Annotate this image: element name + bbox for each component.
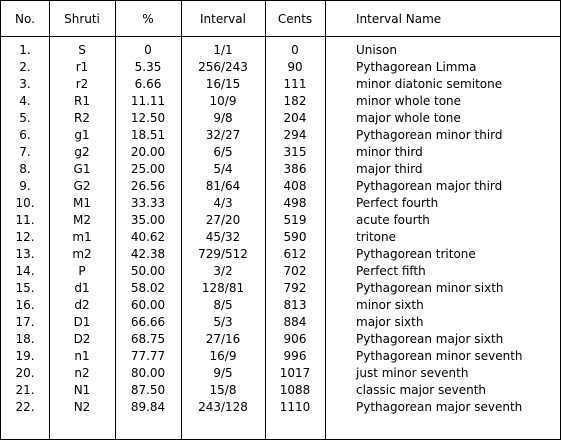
interval-cell: 10/9: [209, 94, 237, 108]
interval-cell: 16/15: [205, 77, 241, 91]
interval-cell: 9/5: [213, 366, 233, 380]
shruti-cell: M1: [73, 196, 91, 210]
shruti-cell: r2: [75, 77, 89, 91]
interval-name-cell: classic major seventh: [356, 383, 487, 397]
header-divider: [1, 36, 560, 37]
cents-cell: 498: [283, 196, 307, 210]
interval-name-cell: tritone: [356, 230, 397, 244]
row-number: 19.: [15, 349, 35, 363]
header-interval-name: Interval Name: [356, 12, 442, 26]
interval-name-cell: Pythagorean major seventh: [356, 400, 523, 414]
cents-cell: 0: [291, 43, 299, 57]
interval-name-cell: just minor seventh: [356, 366, 469, 380]
table-row: [1, 280, 560, 297]
percent-cell: 26.56: [130, 179, 166, 193]
cents-cell: 408: [283, 179, 307, 193]
cents-cell: 204: [283, 111, 307, 125]
interval-cell: 5/3: [213, 315, 233, 329]
interval-name-cell: Perfect fourth: [356, 196, 439, 210]
row-number: 11.: [15, 213, 35, 227]
table-row: [1, 382, 560, 399]
percent-cell: 12.50: [130, 111, 166, 125]
percent-cell: 33.33: [130, 196, 166, 210]
table-row: [1, 161, 560, 178]
interval-name-cell: Pythagorean minor seventh: [356, 349, 523, 363]
row-number: 8.: [19, 162, 31, 176]
row-number: 10.: [15, 196, 35, 210]
percent-cell: 42.38: [130, 247, 166, 261]
cents-cell: 996: [283, 349, 307, 363]
cents-cell: 813: [283, 298, 307, 312]
percent-cell: 89.84: [130, 400, 166, 414]
cents-cell: 294: [283, 128, 307, 142]
row-number: 16.: [15, 298, 35, 312]
cents-cell: 1017: [279, 366, 311, 380]
shruti-cell: m1: [72, 230, 92, 244]
cents-cell: 182: [283, 94, 307, 108]
cents-cell: 906: [283, 332, 307, 346]
interval-cell: 128/81: [201, 281, 245, 295]
shruti-cell: P: [78, 264, 86, 278]
table-row: [1, 59, 560, 76]
percent-cell: 66.66: [130, 315, 166, 329]
shruti-cell: n1: [74, 349, 90, 363]
percent-cell: 5.35: [134, 60, 162, 74]
interval-cell: 16/9: [209, 349, 237, 363]
percent-cell: 25.00: [130, 162, 166, 176]
header-shruti: Shruti: [64, 12, 100, 26]
row-number: 15.: [15, 281, 35, 295]
shruti-cell: N2: [73, 400, 91, 414]
shruti-cell: R1: [74, 94, 90, 108]
interval-name-cell: Pythagorean major third: [356, 179, 503, 193]
shruti-cell: g1: [74, 128, 90, 142]
row-number: 1.: [19, 43, 31, 57]
interval-cell: 45/32: [205, 230, 241, 244]
cents-cell: 315: [283, 145, 307, 159]
shruti-cell: m2: [72, 247, 92, 261]
shruti-cell: G1: [73, 162, 91, 176]
shruti-cell: n2: [74, 366, 90, 380]
interval-name-cell: major third: [356, 162, 423, 176]
interval-name-cell: minor third: [356, 145, 423, 159]
cents-cell: 111: [283, 77, 307, 91]
interval-name-cell: minor whole tone: [356, 94, 462, 108]
interval-cell: 243/128: [198, 400, 248, 414]
interval-name-cell: minor diatonic semitone: [356, 77, 503, 91]
table-row: [1, 229, 560, 246]
percent-cell: 6.66: [134, 77, 162, 91]
shruti-cell: S: [78, 43, 86, 57]
interval-name-cell: Perfect fifth: [356, 264, 426, 278]
cents-cell: 792: [283, 281, 307, 295]
cents-cell: 519: [283, 213, 307, 227]
table-row: [1, 178, 560, 195]
table-row: [1, 297, 560, 314]
interval-name-cell: major whole tone: [356, 111, 461, 125]
interval-name-cell: acute fourth: [356, 213, 430, 227]
shruti-cell: N1: [73, 383, 91, 397]
table-row: [1, 195, 560, 212]
interval-name-cell: Pythagorean Limma: [356, 60, 477, 74]
percent-cell: 40.62: [130, 230, 166, 244]
percent-cell: 77.77: [130, 349, 166, 363]
table-row: [1, 42, 560, 59]
cents-cell: 590: [283, 230, 307, 244]
cents-cell: 1110: [279, 400, 311, 414]
table-row: [1, 246, 560, 263]
percent-cell: 11.11: [130, 94, 166, 108]
table-row: [1, 314, 560, 331]
percent-cell: 50.00: [130, 264, 166, 278]
cents-cell: 386: [283, 162, 307, 176]
table-row: [1, 76, 560, 93]
cents-cell: 90: [287, 60, 303, 74]
table-row: [1, 399, 560, 416]
table-row: [1, 331, 560, 348]
row-number: 4.: [19, 94, 31, 108]
interval-cell: 3/2: [213, 264, 233, 278]
row-number: 2.: [19, 60, 31, 74]
header-percent: %: [142, 12, 154, 26]
cents-cell: 884: [283, 315, 307, 329]
percent-cell: 20.00: [130, 145, 166, 159]
row-number: 3.: [19, 77, 31, 91]
interval-name-cell: major sixth: [356, 315, 424, 329]
table-row: [1, 127, 560, 144]
header-interval: Interval: [200, 12, 246, 26]
cents-cell: 702: [283, 264, 307, 278]
row-number: 17.: [15, 315, 35, 329]
row-number: 6.: [19, 128, 31, 142]
table-row: [1, 144, 560, 161]
row-number: 5.: [19, 111, 31, 125]
interval-name-cell: Pythagorean minor third: [356, 128, 503, 142]
percent-cell: 87.50: [130, 383, 166, 397]
interval-name-cell: Unison: [356, 43, 397, 57]
percent-cell: 68.75: [130, 332, 166, 346]
row-number: 18.: [15, 332, 35, 346]
interval-cell: 27/20: [205, 213, 241, 227]
row-number: 20.: [15, 366, 35, 380]
table-row: [1, 212, 560, 229]
interval-cell: 32/27: [205, 128, 241, 142]
row-number: 13.: [15, 247, 35, 261]
shruti-cell: d1: [74, 281, 90, 295]
interval-cell: 729/512: [198, 247, 248, 261]
row-number: 7.: [19, 145, 31, 159]
interval-name-cell: Pythagorean tritone: [356, 247, 476, 261]
interval-name-cell: Pythagorean minor sixth: [356, 281, 504, 295]
table-row: [1, 110, 560, 127]
interval-cell: 9/8: [213, 111, 233, 125]
header-no: No.: [15, 12, 35, 26]
shruti-cell: G2: [73, 179, 91, 193]
interval-cell: 15/8: [209, 383, 237, 397]
interval-cell: 27/16: [205, 332, 241, 346]
interval-name-cell: minor sixth: [356, 298, 424, 312]
interval-cell: 8/5: [213, 298, 233, 312]
shruti-cell: R2: [74, 111, 90, 125]
interval-name-cell: Pythagorean major sixth: [356, 332, 504, 346]
shruti-cell: d2: [74, 298, 90, 312]
percent-cell: 35.00: [130, 213, 166, 227]
table-row: [1, 365, 560, 382]
shruti-cell: D1: [73, 315, 91, 329]
table-row: [1, 348, 560, 365]
interval-cell: 5/4: [213, 162, 233, 176]
interval-cell: 4/3: [213, 196, 233, 210]
interval-cell: 6/5: [213, 145, 233, 159]
percent-cell: 60.00: [130, 298, 166, 312]
percent-cell: 80.00: [130, 366, 166, 380]
shruti-cell: M2: [73, 213, 91, 227]
shruti-cell: g2: [74, 145, 90, 159]
row-number: 14.: [15, 264, 35, 278]
table-row: [1, 263, 560, 280]
interval-cell: 256/243: [198, 60, 248, 74]
interval-cell: 81/64: [205, 179, 241, 193]
row-number: 12.: [15, 230, 35, 244]
percent-cell: 18.51: [130, 128, 166, 142]
percent-cell: 0: [144, 43, 152, 57]
row-number: 21.: [15, 383, 35, 397]
cents-cell: 1088: [279, 383, 311, 397]
interval-cell: 1/1: [213, 43, 233, 57]
table-row: [1, 93, 560, 110]
row-number: 22.: [15, 400, 35, 414]
percent-cell: 58.02: [130, 281, 166, 295]
shruti-cell: r1: [75, 60, 89, 74]
header-cents: Cents: [277, 12, 313, 26]
cents-cell: 612: [283, 247, 307, 261]
shruti-cell: D2: [73, 332, 91, 346]
row-number: 9.: [19, 179, 31, 193]
